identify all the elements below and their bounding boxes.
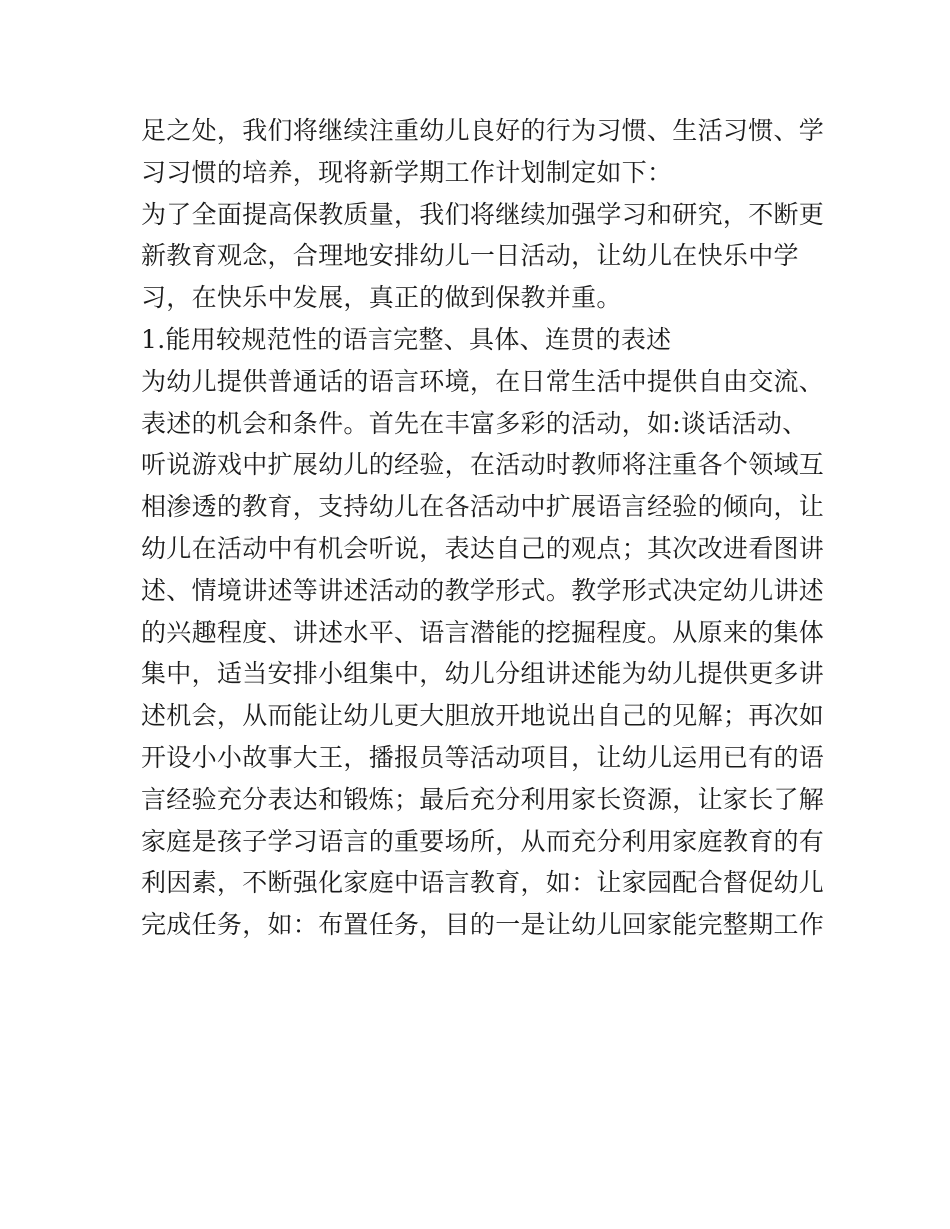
text-line: 习，在快乐中发展，真正的做到保教并重。 — [141, 283, 622, 313]
text-line: 述机会，从而能让幼儿更大胆放开地说出自己的见解；再次如 — [141, 701, 825, 731]
body-text — [141, 110, 825, 946]
text-line: 听说游戏中扩展幼儿的经验，在活动时教师将注重各个领域互 — [141, 450, 825, 480]
text-line: 利因素，不断强化家庭中语言教育，如：让家园配合督促幼儿 — [141, 868, 825, 898]
text-line: 完成任务，如：布置任务，目的一是让幼儿回家能完整期工作 — [141, 910, 825, 940]
text-line: 言经验充分表达和锻炼；最后充分利用家长资源，让家长了解 — [141, 784, 825, 814]
section-heading: 1.能用较规范性的语言完整、具体、连贯的表述 — [141, 324, 672, 354]
text-line: 习习惯的培养，现将新学期工作计划制定如下： — [141, 157, 673, 187]
text-line: 表述的机会和条件。首先在丰富多彩的活动，如:谈话活动、 — [141, 408, 808, 438]
text-line: 新教育观念，合理地安排幼儿一日活动，让幼儿在快乐中学 — [141, 241, 799, 271]
text-line: 的兴趣程度、讲述水平、语言潜能的挖掘程度。从原来的集体 — [141, 617, 825, 647]
text-line: 为了全面提高保教质量，我们将继续加强学习和研究，不断更 — [141, 199, 825, 229]
text-line: 家庭是孩子学习语言的重要场所，从而充分利用家庭教育的有 — [141, 826, 825, 856]
text-line: 述、情境讲述等讲述活动的教学形式。教学形式决定幼儿讲述 — [141, 575, 825, 605]
text-line: 开设小小故事大王，播报员等活动项目，让幼儿运用已有的语 — [141, 742, 825, 772]
text-line: 集中，适当安排小组集中，幼儿分组讲述能为幼儿提供更多讲 — [141, 659, 825, 689]
text-line: 足之处，我们将继续注重幼儿良好的行为习惯、生活习惯、学 — [141, 116, 825, 145]
text-line: 幼儿在活动中有机会听说，表达自己的观点；其次改进看图讲 — [141, 533, 825, 563]
text-line: 为幼儿提供普通话的语言环境，在日常生活中提供自由交流、 — [141, 366, 825, 396]
text-line: 相渗透的教育，支持幼儿在各活动中扩展语言经验的倾向，让 — [141, 492, 825, 522]
